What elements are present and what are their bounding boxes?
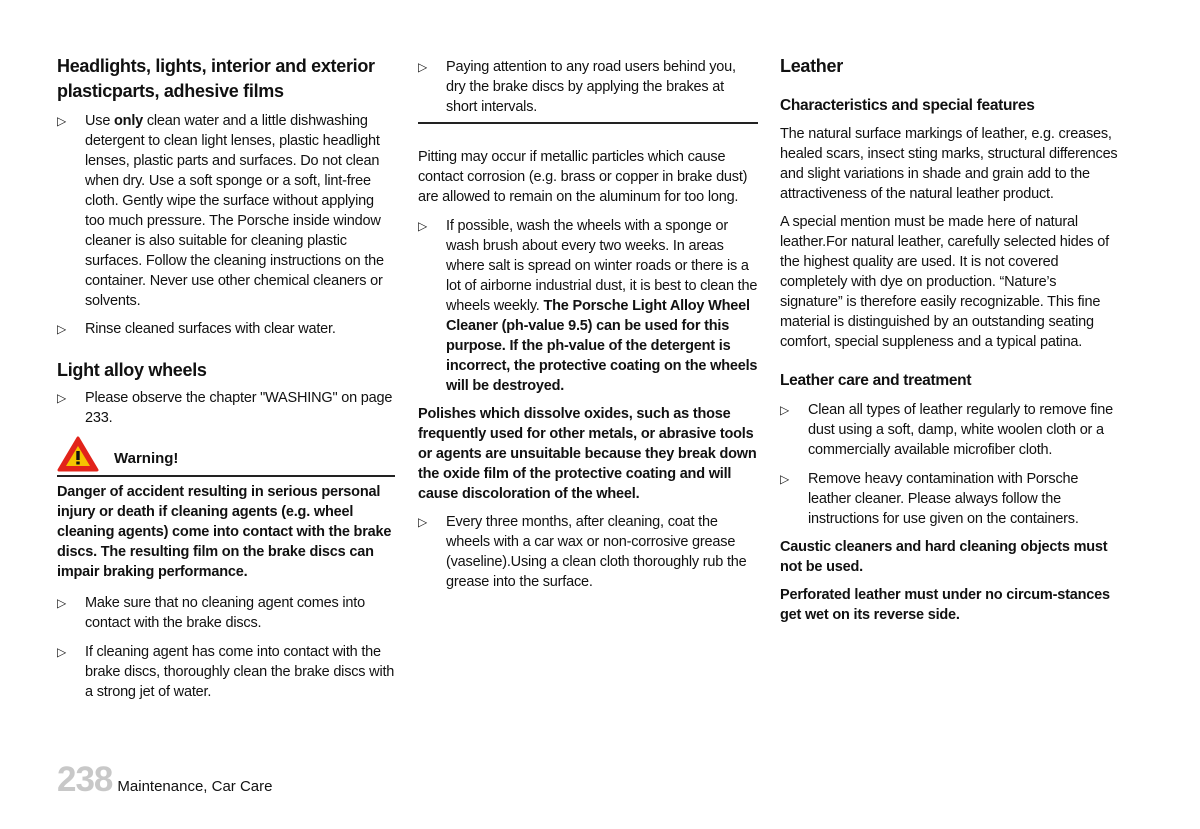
list-item: ▷ Please observe the chapter "WASHING" on page 233. [57, 390, 393, 426]
triangle-right-icon: ▷ [57, 645, 67, 659]
column-right [780, 54, 1120, 625]
list-item: ▷ If cleaning agent has come into contact with the brake discs, thoroughly clean the brake discs with a strong jet of water. [57, 644, 395, 700]
paragraph-markings: The natural surface markings of leather, e.g. creases, healed scars, insect sting marks, structural differences and slight variations in shade and grain add to the attractiveness of the natural leather product. [780, 126, 1118, 202]
page-footer [57, 760, 272, 800]
list-item: ▷ Remove heavy contamination with Porsche leather cleaner. Please always follow the instructions for use given on the containers. [780, 471, 1079, 527]
warning-header [57, 434, 395, 474]
list-item: ▷ Every three months, after cleaning, coat the wheels with a car wax or non-corrosive grease (vaseline).Using a clean cloth thoroughly rub the grease into the surface. [418, 514, 747, 590]
list-item: ▷ Rinse cleaned surfaces with clear water. [57, 321, 336, 337]
triangle-right-icon: ▷ [57, 114, 67, 128]
triangle-right-icon: ▷ [418, 515, 428, 529]
triangle-right-icon: ▷ [780, 472, 790, 486]
paragraph-natural-leather: A special mention must be made here of natural leather.For natural leather, carefully selected hides of the highest quality are used. It is not covered completely with dye on production. “Nature’s signature” is therefore easily recognizable. This fine material is distinguished by an outstanding seating comfort, special suppleness and a typical patina. [780, 214, 1109, 350]
paragraph-pitting: Pitting may occur if metallic particles which cause contact corrosion (e.g. brass or copper in brake dust) are allowed to remain on the aluminum for too long. [418, 149, 748, 205]
list-item: ▷ Clean all types of leather regularly to remove fine dust using a soft, damp, white woolen cloth or a commercially available microfiber cloth. [780, 402, 1113, 458]
triangle-right-icon: ▷ [418, 60, 428, 74]
warning-label: Warning! [114, 449, 179, 467]
heading-leather-care: Leather care and treatment [780, 372, 972, 389]
triangle-right-icon: ▷ [57, 322, 67, 336]
warning-text: Danger of accident resulting in serious personal injury or death if cleaning agents (e.g. wheel cleaning agents) come into contact with the brake discs. The resulting film on the brake discs can impair braking performance. [57, 484, 392, 580]
triangle-right-icon: ▷ [780, 403, 790, 417]
triangle-right-icon: ▷ [418, 219, 428, 233]
triangle-right-icon: ▷ [57, 596, 67, 610]
list-item: ▷ Paying attention to any road users behind you, dry the brake discs by applying the brakes at short intervals. [418, 59, 736, 115]
warning-triangle-icon [57, 436, 99, 472]
column-left [57, 54, 395, 702]
list-item: ▷ Make sure that no cleaning agent comes into contact with the brake discs. [57, 595, 365, 631]
section-title: Maintenance, Car Care [117, 778, 273, 795]
triangle-right-icon: ▷ [57, 391, 67, 405]
heading-leather: Leather [780, 56, 843, 76]
column-middle [418, 57, 758, 592]
paragraph-perforated: Perforated leather must under no circum-stances get wet on its reverse side. [780, 587, 1110, 623]
heading-light-alloy-wheels: Light alloy wheels [57, 360, 207, 380]
list-item: ▷ Use only clean water and a little dishwashing detergent to clean light lenses, plastic headlight lenses, plastic parts and surfaces. Do not clean when dry. Use a soft sponge or a soft, lint-free cloth. Gently wipe the surface without applying too much pressure. The Porsche inside window cleaner is also suitable for cleaning plastic surfaces. Follow the cleaning instructions on the container. Never use other chemical cleaners or solvents. [57, 113, 384, 309]
heading-headlights: Headlights, lights, interior and exterior plasticparts, adhesive films [57, 56, 375, 101]
paragraph-polishes: Polishes which dissolve oxides, such as those frequently used for other metals, or abrasive tools or agents are unsuitable because they break down the oxide film of the protective coating and will cause discoloration of the wheel. [418, 406, 757, 502]
page-number: 238 [57, 760, 113, 799]
paragraph-caustic: Caustic cleaners and hard cleaning objects must not be used. [780, 539, 1108, 575]
heading-characteristics: Characteristics and special features [780, 97, 1035, 114]
list-item: ▷ If possible, wash the wheels with a sponge or wash brush about every two weeks. In areas where salt is spread on winter roads or there is a lot of airborne industrial dust, it is best to clean the wheels weekly. The Porsche Light Alloy Wheel Cleaner (ph-value 9.5) can be used for this purpose. If the ph-value of the detergent is incorrect, the protective coating on the wheels will be destroyed. [418, 218, 758, 394]
